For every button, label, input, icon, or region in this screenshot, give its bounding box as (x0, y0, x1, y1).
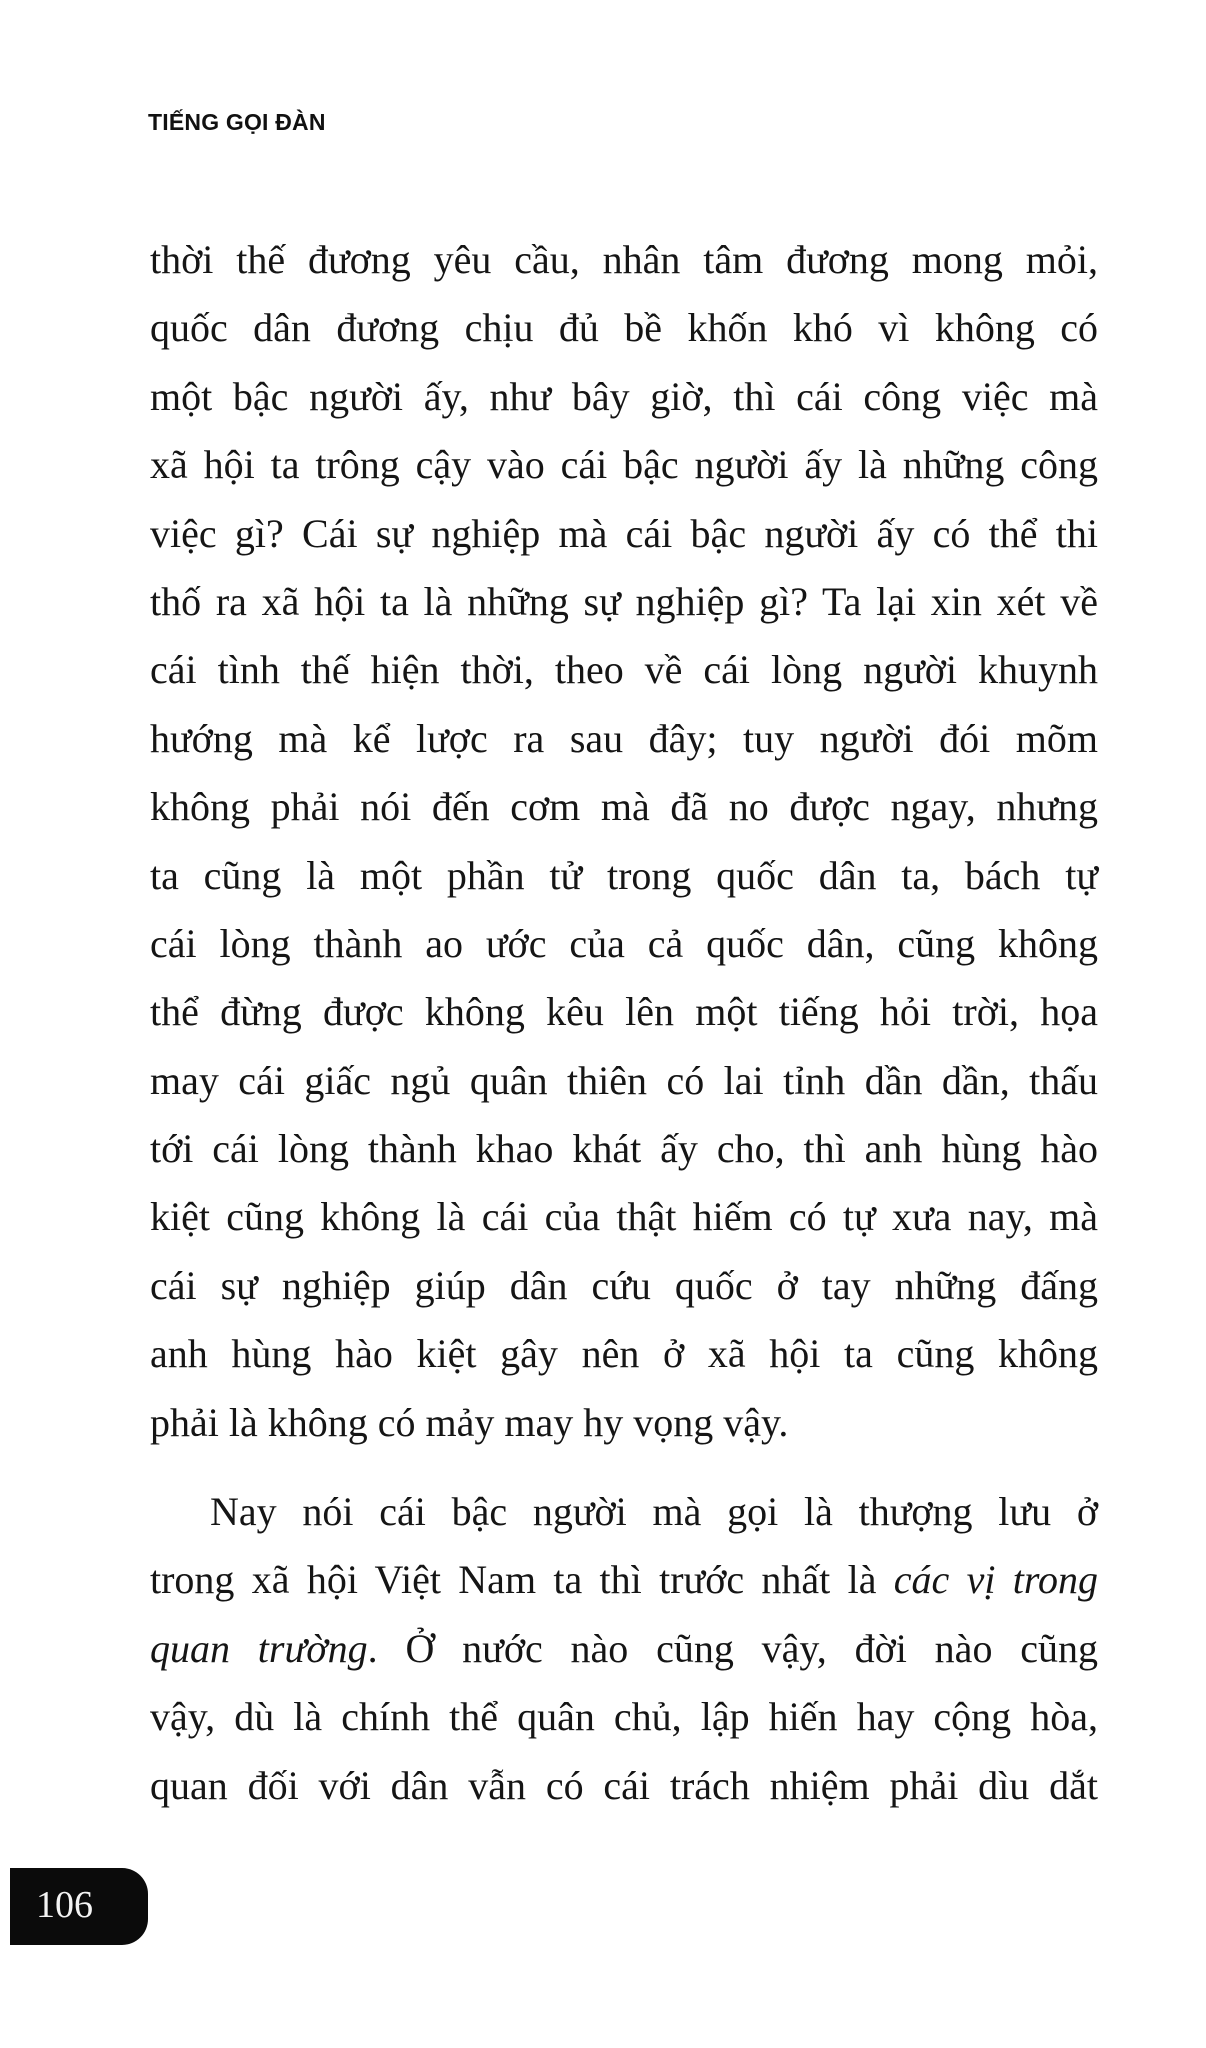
text-line: kiệt cũng không là cái của thật hiếm có tự xưa nay, mà (150, 1194, 1098, 1240)
text-run: . Ở nước nào cũng vậy, đời nào cũng (367, 1625, 1098, 1671)
text-line: anh hùng hào kiệt gây nên ở xã hội ta cũng không (150, 1331, 1098, 1377)
paragraph (150, 1478, 1098, 1820)
text-line: hướng mà kể lược ra sau đây; tuy người đói mõm (150, 715, 1098, 761)
text-line: thời thế đương yêu cầu, nhân tâm đương mong mỏi, (150, 237, 1098, 282)
page-number: 106 (36, 1884, 93, 1926)
text-line: thố ra xã hội ta là những sự nghiệp gì? Ta lại xin xét về (150, 578, 1098, 624)
text-line (150, 1615, 1098, 1683)
text-run: Nay nói cái bậc người mà gọi là thượng lưu ở (210, 1489, 1098, 1534)
text-line: quốc dân đương chịu đủ bề khốn khó vì không có (150, 305, 1098, 351)
text-run: trong xã hội Việt Nam ta thì trước nhất là (150, 1557, 894, 1603)
italic-text-run: quan trường (150, 1625, 368, 1671)
text-line: không phải nói đến cơm mà đã no được ngay, nhưng (150, 784, 1098, 830)
text-run: quan đối với dân vẫn có cái trách nhiệm phải dìu dắt (150, 1762, 1098, 1808)
text-run: vậy, dù là chính thể quân chủ, lập hiến hay cộng hòa, (150, 1694, 1098, 1740)
text-line (150, 1478, 1098, 1546)
running-head: TIẾNG GỌI ĐÀN (148, 109, 326, 135)
page-number-tab (10, 1868, 148, 1945)
text-line: xã hội ta trông cậy vào cái bậc người ấy là những công (150, 442, 1098, 488)
text-line: phải là không có mảy may hy vọng vậy. (150, 1399, 789, 1445)
text-line: cái sự nghiệp giúp dân cứu quốc ở tay những đấng (150, 1262, 1098, 1308)
text-line (150, 1752, 1098, 1820)
text-line: thể đừng được không kêu lên một tiếng hỏi trời, họa (150, 989, 1098, 1035)
text-line: tới cái lòng thành khao khát ấy cho, thì anh hùng hào (150, 1126, 1098, 1172)
text-line: cái lòng thành ao ước của cả quốc dân, cũng không (150, 920, 1098, 966)
text-line: ta cũng là một phần tử trong quốc dân ta, bách tự (150, 852, 1098, 898)
text-line: cái tình thế hiện thời, theo về cái lòng người khuynh (150, 647, 1098, 693)
text-line: một bậc người ấy, như bây giờ, thì cái công việc mà (150, 373, 1098, 419)
italic-text-run: các vị trong (893, 1557, 1098, 1603)
text-line: việc gì? Cái sự nghiệp mà cái bậc người ấy có thể thi (150, 510, 1098, 556)
text-line: may cái giấc ngủ quân thiên có lai tỉnh dần dần, thấu (150, 1057, 1098, 1103)
text-line (150, 1683, 1098, 1751)
paragraph (150, 226, 1098, 1457)
text-line (150, 1546, 1098, 1614)
